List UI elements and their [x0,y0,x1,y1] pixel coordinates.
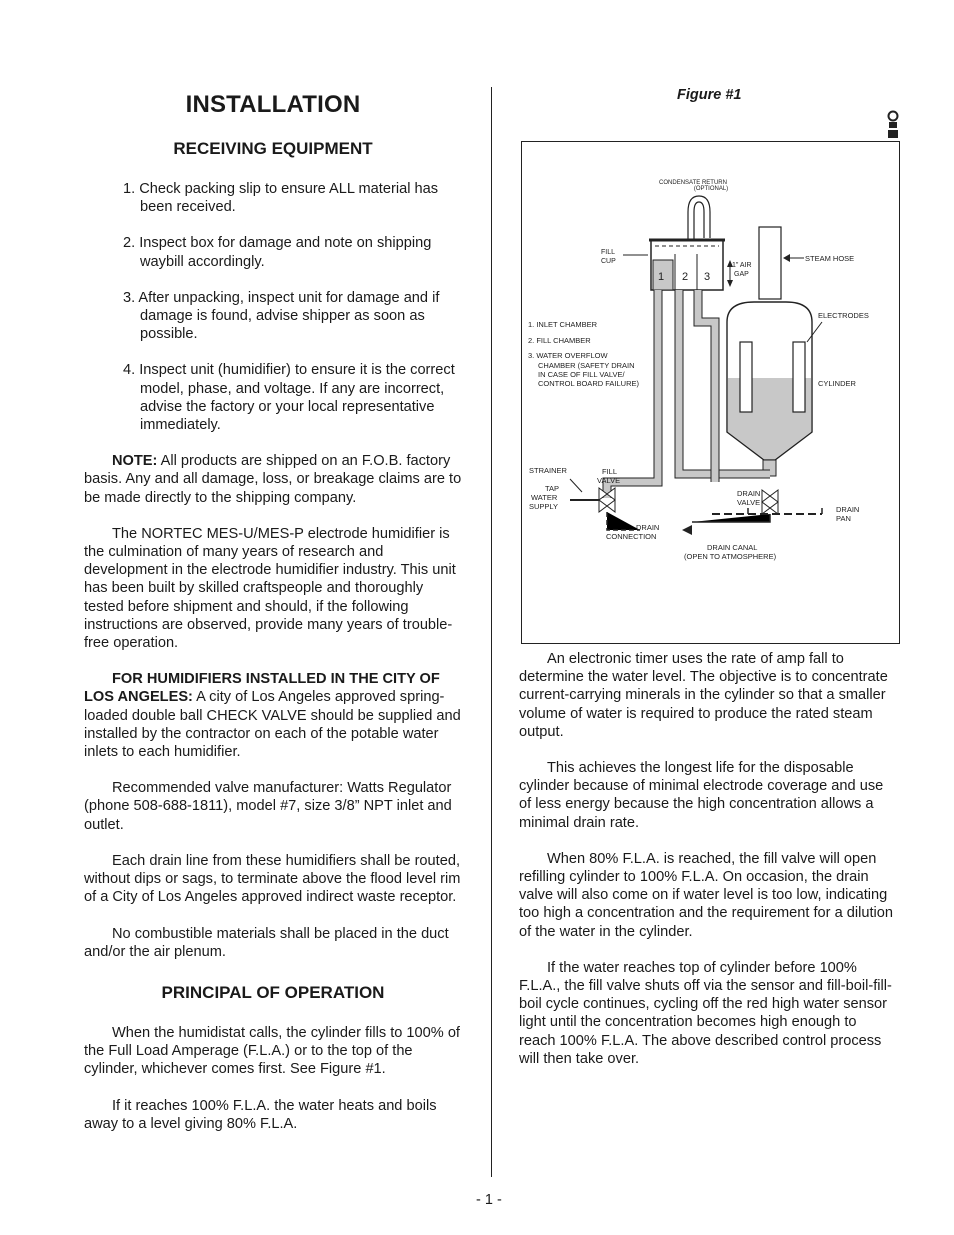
legend-overflow-1: 3. WATER OVERFLOW [528,351,608,360]
label-drain-connection-2: CONNECTION [606,532,657,541]
right-paragraph-3: When 80% F.L.A. is reached, the fill valve will open refilling cylinder to 100% F.L.A. On occasion, the drain valve will also come on if water level is too low, indicating too high a concentration and the requirement for a dilution of the water in the cylinder. [519,850,894,940]
drain-paragraph: Each drain line from these humidifiers shall be routed, without dips or sags, to terminate above the flood level rim of a City of Los Angeles approved indirect waste receptor. [84,852,461,906]
legend-overflow-4: CONTROL BOARD FAILURE) [538,379,639,388]
label-fill-cup-1: FILL [601,249,616,256]
label-steam-hose: STEAM HOSE [805,254,855,263]
right-column [519,650,894,1068]
label-drain-canal-2: (OPEN TO ATMOSPHERE) [684,552,777,561]
legend-overflow-2: CHAMBER (SAFETY DRAIN [538,361,635,370]
diagram-svg [522,142,901,645]
operation-heading: PRINCIPAL OF OPERATION [161,982,385,1002]
legend-overflow-3: IN CASE OF FILL VALVE/ [538,370,625,379]
right-paragraph-1: An electronic timer uses the rate of amp fall to determine the water level. The objective is to concentrate current-carrying minerals in the cylinder so that a smaller volume of water is required to produce the rated steam output. [519,651,888,740]
note-label: NOTE: [112,453,158,470]
label-fill-cup-2: CUP [601,258,616,265]
step-1: 1. Check packing slip to ensure ALL material has been received. [123,181,439,216]
figure-title: Figure #1 [677,87,742,103]
los-angeles-text: A city of Los Angeles approved spring-loaded double ball CHECK VALVE should be supplied and installed by the contractor on each of the potable water inlets to each humidifier. [84,689,461,761]
label-fill-valve-2: VALVE [597,476,621,485]
note-text: All products are shipped on an F.O.B. factory basis. Any and all damage, loss, or breakage claims are to be made directly to the shipping company. [84,453,462,506]
los-angeles-label: FOR HUMIDIFIERS INSTALLED IN THE CITY OF LOS ANGELES: [84,671,440,706]
label-condensate-2: (OPTIONAL) [693,186,729,192]
los-angeles-paragraph [84,670,464,761]
label-electrodes: ELECTRODES [818,311,869,320]
note-paragraph [84,452,464,507]
step-3: 3. After unpacking, inspect unit for damage and if damage is found, advise shipper as soon as possible. [123,289,440,343]
label-air-gap-2: GAP [734,271,749,278]
label-chamber-3: 3 [704,271,711,283]
nortec-paragraph: The NORTEC MES-U/MES-P electrode humidifier is the culmination of many years of research and development in the electrode humidifier industry. This unit has been built by skilled craftspeople and thoroughly tested before shipment and should, if the following instructions are observed, provide many years of trouble-free operation. [84,525,456,652]
label-drain-pan-2: PAN [836,514,851,523]
receiving-heading: RECEIVING EQUIPMENT [173,139,373,158]
left-column [84,85,464,1133]
corner-mark-icon [886,110,900,140]
label-drain-connection-1: DRAIN [636,523,660,532]
label-tap-1: TAP [545,484,560,493]
label-condensate-1: CONDENSATE RETURN [659,180,727,186]
operation-paragraph-1: When the humidistat calls, the cylinder fills to 100% of the Full Load Amperage (F.L.A.) or to the top of the cylinder, whichever comes first. See Figure #1. [84,1024,460,1078]
receiving-steps [84,180,464,434]
label-drain-pan-1: DRAIN [836,505,860,514]
label-drain-valve-1: DRAIN [737,489,761,498]
label-chamber-1: 1 [658,271,665,283]
legend-fill: 2. FILL CHAMBER [528,336,591,345]
label-chamber-2: 2 [682,271,689,283]
right-paragraph-4: If the water reaches top of cylinder before 100% F.L.A., the fill valve shuts off via the sensor and fill-boil-fill-boil cycle continues, cycling off the red high water sensor light until the concentration becomes high enough to reach 100% F.L.A. The above described control process will then take over. [519,959,892,1067]
operation-paragraph-2: If it reaches 100% F.L.A. the water heats and boils away to a level giving 80% F.L.A. [84,1097,437,1132]
legend-inlet: 1. INLET CHAMBER [528,320,598,329]
label-cylinder: CYLINDER [818,379,856,388]
humidifier-diagram [521,141,900,644]
label-tap-3: SUPPLY [529,502,559,511]
right-paragraph-2: This achieves the longest life for the disposable cylinder because of minimal electrode coverage and use of less energy because the high concentration allows a minimal drain rate. [519,760,884,831]
label-drain-valve-2: VALVE [737,498,761,507]
label-strainer: STRAINER [529,466,567,475]
combustible-paragraph: No combustible materials shall be placed in the duct and/or the air plenum. [84,925,449,960]
step-4: 4. Inspect unit (humidifier) to ensure it is the correct model, phase, and voltage. If any are incorrect, advise the factory or your local representative immediately. [123,362,455,434]
page-title: INSTALLATION [185,91,361,118]
label-air-gap-1: 1" AIR [732,262,752,269]
page-number: - 1 - [476,1192,502,1208]
label-tap-2: WATER [531,493,558,502]
column-divider [491,87,492,1177]
valve-paragraph: Recommended valve manufacturer: Watts Regulator (phone 508-688-1811), model #7, size 3/8” NPT inlet and outlet. [84,780,452,833]
label-fill-valve-1: FILL [602,467,618,476]
label-drain-canal-1: DRAIN CANAL [707,543,758,552]
step-2: 2. Inspect box for damage and note on shipping waybill accordingly. [123,235,432,270]
